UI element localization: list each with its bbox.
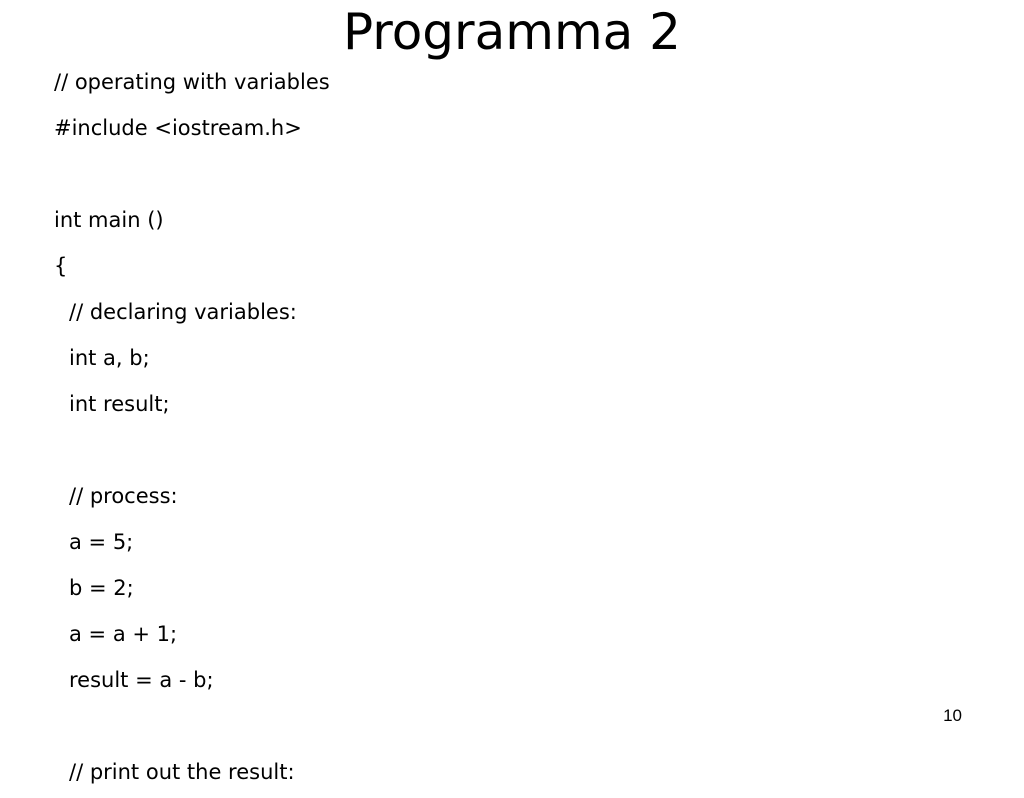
code-line: a = a + 1; [69, 622, 178, 646]
code-line: // operating with variables [54, 70, 330, 94]
code-line: // process: [69, 484, 178, 508]
code-line: // declaring variables: [69, 300, 297, 324]
code-line: a = 5; [69, 530, 134, 554]
code-line: #include <iostream.h> [54, 116, 302, 140]
code-line [54, 154, 994, 200]
slide-number: 10 [943, 706, 962, 725]
code-line: int a, b; [69, 346, 150, 370]
code-line: { [54, 254, 68, 278]
code-line: int result; [69, 392, 170, 416]
code-line: result = a - b; [69, 668, 214, 692]
code-line: // print out the result: [69, 760, 295, 784]
code-line [54, 430, 994, 476]
slide-title: Programma 2 [342, 3, 681, 61]
code-line: int main () [54, 208, 164, 232]
code-block [54, 62, 994, 798]
code-line [54, 706, 994, 752]
code-line: b = 2; [69, 576, 134, 600]
